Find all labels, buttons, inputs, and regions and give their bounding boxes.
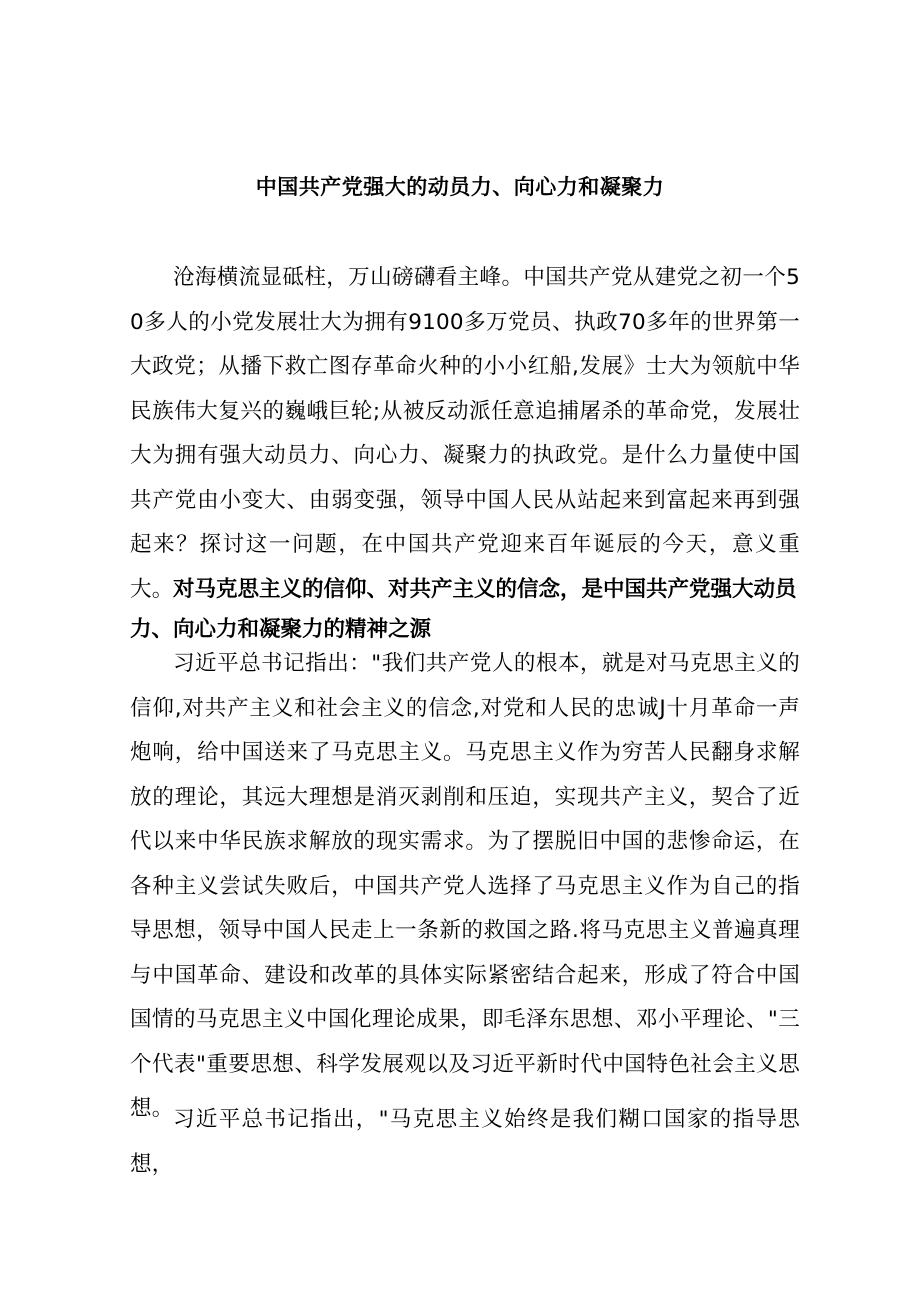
paragraph-intro: 沧海横流显砥柱，万山磅礴看主峰。中国共产党从建党之初一个50多人的小党发展壮大为拥有9100多万党员、执政70多年的世界第一大政党；从播下救亡图存革命火种的小小红船,发展》士大为领航中华民族伟大复兴的巍峨巨轮;从被反动派任意追捕屠杀的革命党，发展壮大为拥有强大动员力、向心力、凝聚力的执政党。是什么力量使中国共产党由小变大、由弱变强，领导中国人民从站起来到富起来再到强起来？探讨这一问题，在中国共产党迎来百年诞辰的今天，意义重大。	[130, 265, 800, 602]
paragraph-section1: 习近平总书记指出："我们共产党人的根本，就是对马克思主义的信仰,对共产主义和社会主义的信念,对党和人民的忠诚J十月革命一声炮响，给中国送来了马克思主义。马克思主义作为穷苦人民翻身求解放的理论，其远大理想是消灭剥削和压迫，实现共产主义，契合了近代以来中华民族求解放的现实需求。为了摆脱旧中国的悲惨命运，在各种主义尝试失败后，中国共产党人选择了马克思主义作为自己的指导思想，领导中国人民走上一条新的救国之路.将马克思主义普遍真理与中国革命、建设和改革的具体实际紧密结合起来，形成了符合中国国情的马克思主义中国化理论成果，即毛泽东思想、邓小平理论、"三个代表"重要思想、科学发展观以及习近平新时代中国特色社会主义思想。	[130, 651, 800, 1121]
document-title: 中国共产党强大的动员力、向心力和凝聚力	[255, 175, 665, 199]
paragraph-section2: 习近平总书记指出，"马克思主义始终是我们糊口国家的指导思想，	[130, 1107, 800, 1177]
section-heading: 对马克思主义的信仰、对共产主义的信念，是中国共产党强大动员力、向心力和凝聚力的精神之源	[130, 577, 797, 642]
